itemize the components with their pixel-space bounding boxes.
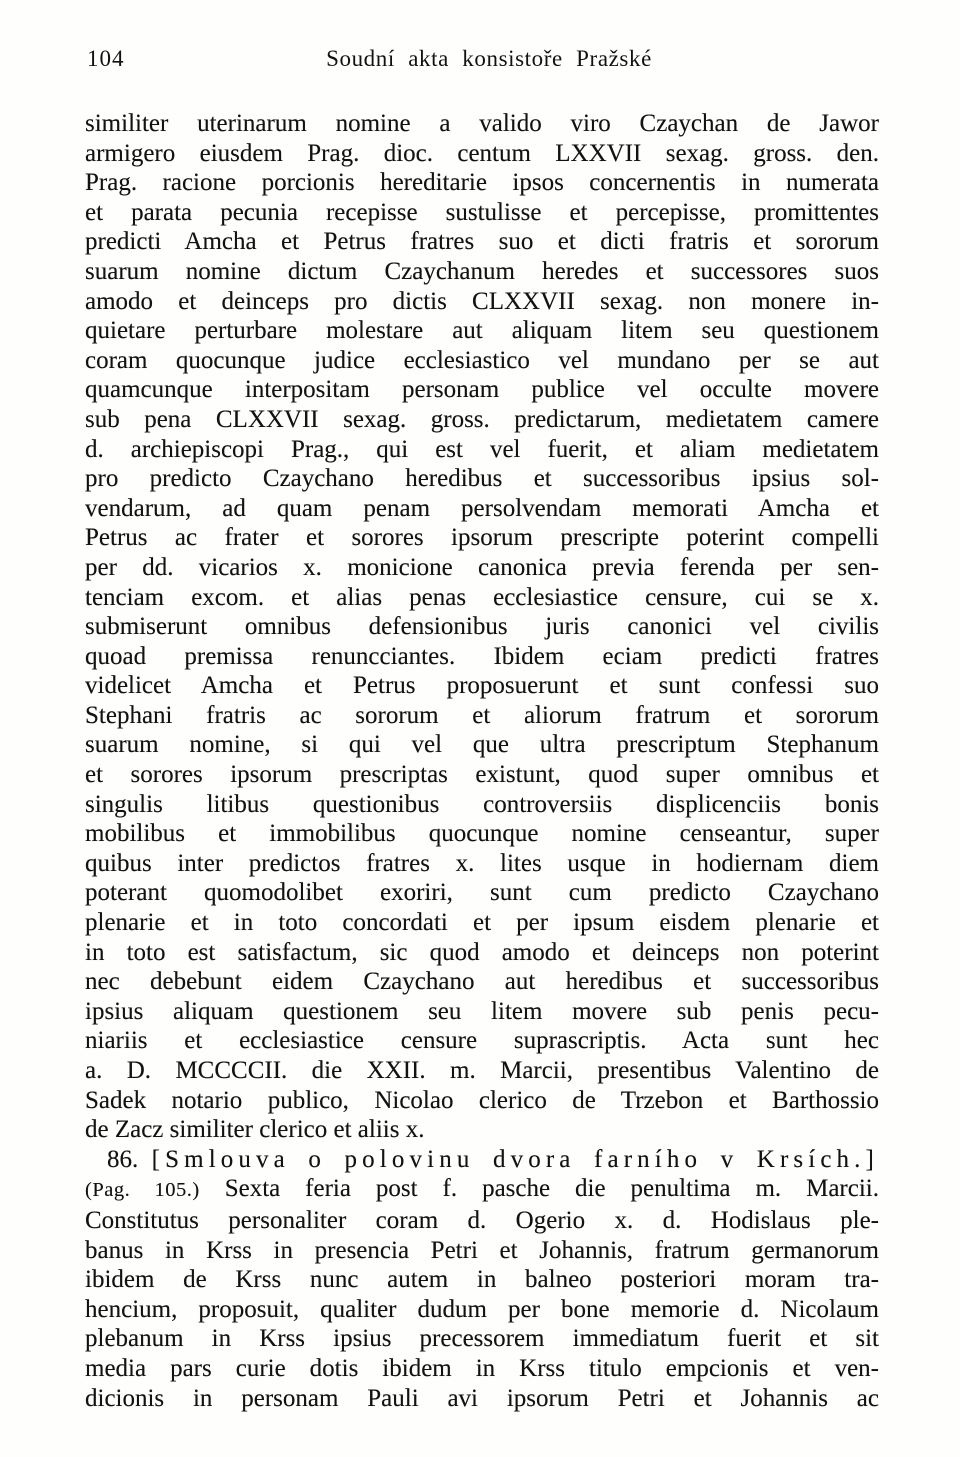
text-line: Sadek notario publico, Nicolao clerico de Trzebon et Barthossio <box>85 1086 879 1114</box>
text-line: de Zacz similiter clerico et aliis x. <box>85 1116 425 1144</box>
text-line: hencium, proposuit, qualiter dudum per bone memorie d. Nicolaum <box>85 1295 879 1323</box>
text-line: banus in Krss in presencia Petri et Johannis, fratrum germanorum <box>85 1236 879 1264</box>
text-line: quamcunque interpositam personam publice vel occulte movere <box>85 376 879 404</box>
text-line: videlicet Amcha et Petrus proposuerunt et sunt confessi suo <box>85 672 879 700</box>
text-line: singulis litibus questionibus controversiis displicenciis bonis <box>85 790 879 818</box>
text-line: d. archiepiscopi Prag., qui est vel fuerit, et aliam medietatem <box>85 435 879 463</box>
text-line: dicionis in personam Pauli avi ipsorum Petri et Johannis ac <box>85 1384 879 1412</box>
text-line: predicti Amcha et Petrus fratres suo et dicti fratris et sororum <box>85 228 879 256</box>
text-line: submiserunt omnibus defensionibus juris canonici vel civilis <box>85 613 879 641</box>
text-line: et sorores ipsorum prescriptas existunt, quod super omnibus et <box>85 761 879 789</box>
text-line: pro predicto Czaychano heredibus et successoribus ipsius sol- <box>85 465 879 493</box>
text-line: amodo et deinceps pro dictis CLXXVII sexag. non monere in- <box>85 287 879 315</box>
text-line: niariis et ecclesiastice censure suprascriptis. Acta sunt hec <box>85 1027 879 1055</box>
text-line: similiter uterinarum nomine a valido viro Czaychan de Jawor <box>85 110 879 137</box>
text-line: in toto est satisfactum, sic quod amodo et deinceps non poterint <box>85 938 879 966</box>
text-line: nec debebunt eidem Czaychano aut heredibus et successoribus <box>85 968 879 996</box>
text-line: tenciam excom. et alias penas ecclesiastice censure, cui se x. <box>85 583 879 611</box>
entry-heading <box>85 1145 879 1175</box>
running-title: Soudní akta konsistoře Pražské <box>326 46 652 71</box>
text-line: plebanum in Krss ipsius precessorem immediatum fuerit et sit <box>85 1325 879 1353</box>
text-line: Constitutus personaliter coram d. Ogerio x. d. Hodislaus ple- <box>85 1206 879 1234</box>
entry-number: 86. <box>107 1145 139 1173</box>
text-line: suarum nomine, si qui vel que ultra prescriptum Stephanum <box>85 731 879 759</box>
text-line: Stephani fratris ac sororum et aliorum fratrum et sororum <box>85 701 879 729</box>
page-number: 104 <box>87 46 125 71</box>
first-line-text: Sexta feria post f. pasche die penultima m. Marcii. <box>224 1175 879 1203</box>
text-line: sub pena CLXXVII sexag. gross. predictarum, medietatem camere <box>85 405 879 433</box>
text-line: per dd. vicarios x. monicione canonica previa ferenda per sen- <box>85 553 879 581</box>
text-line: et parata pecunia recepisse sustulisse et percepisse, promittentes <box>85 198 879 226</box>
text-line: suarum nomine dictum Czaychanum heredes et successores suos <box>85 257 879 285</box>
page-reference: (Pag. 105.) <box>85 1179 200 1202</box>
text-line: poterant quomodolibet exoriri, sunt cum predicto Czaychano <box>85 879 879 907</box>
paragraph-2 <box>85 1206 879 1413</box>
text-line: plenarie et in toto concordati et per ipsum eisdem plenarie et <box>85 909 879 937</box>
paragraph-2-first-line <box>85 1174 879 1206</box>
text-line: ibidem de Krss nunc autem in balneo posteriori moram tra- <box>85 1266 879 1294</box>
page-header <box>85 46 879 74</box>
text-line: media pars curie dotis ibidem in Krss titulo empcionis et ven- <box>85 1354 879 1382</box>
text-line: Prag. racione porcionis hereditarie ipsos concernentis in numerata <box>85 169 879 197</box>
text-line: armigero eiusdem Prag. dioc. centum LXXVII sexag. gross. den. <box>85 139 879 167</box>
text-block <box>85 109 879 1413</box>
text-line: quietare perturbare molestare aut aliquam litem seu questionem <box>85 317 879 345</box>
text-line: quoad premissa renuncciantes. Ibidem eciam predicti fratres <box>85 642 879 670</box>
text-line: vendarum, ad quam penam persolvendam memorati Amcha et <box>85 494 879 522</box>
text-line: a. D. MCCCCII. die XXII. m. Marcii, presentibus Valentino de <box>85 1057 879 1084</box>
paragraph-1 <box>85 109 879 1145</box>
text-line: coram quocunque judice ecclesiastico vel mundano per se aut <box>85 346 879 374</box>
text-line: quibus inter predictos fratres x. lites usque in hodiernam diem <box>85 849 879 877</box>
entry-title: [Smlouva o polovinu dvora farního v Krsích.] <box>151 1145 880 1173</box>
text-line: mobilibus et immobilibus quocunque nomine censeantur, super <box>85 820 879 848</box>
text-line: ipsius aliquam questionem seu litem movere sub penis pecu- <box>85 997 879 1025</box>
text-line: Petrus ac frater et sorores ipsorum prescripte poterint compelli <box>85 524 879 552</box>
